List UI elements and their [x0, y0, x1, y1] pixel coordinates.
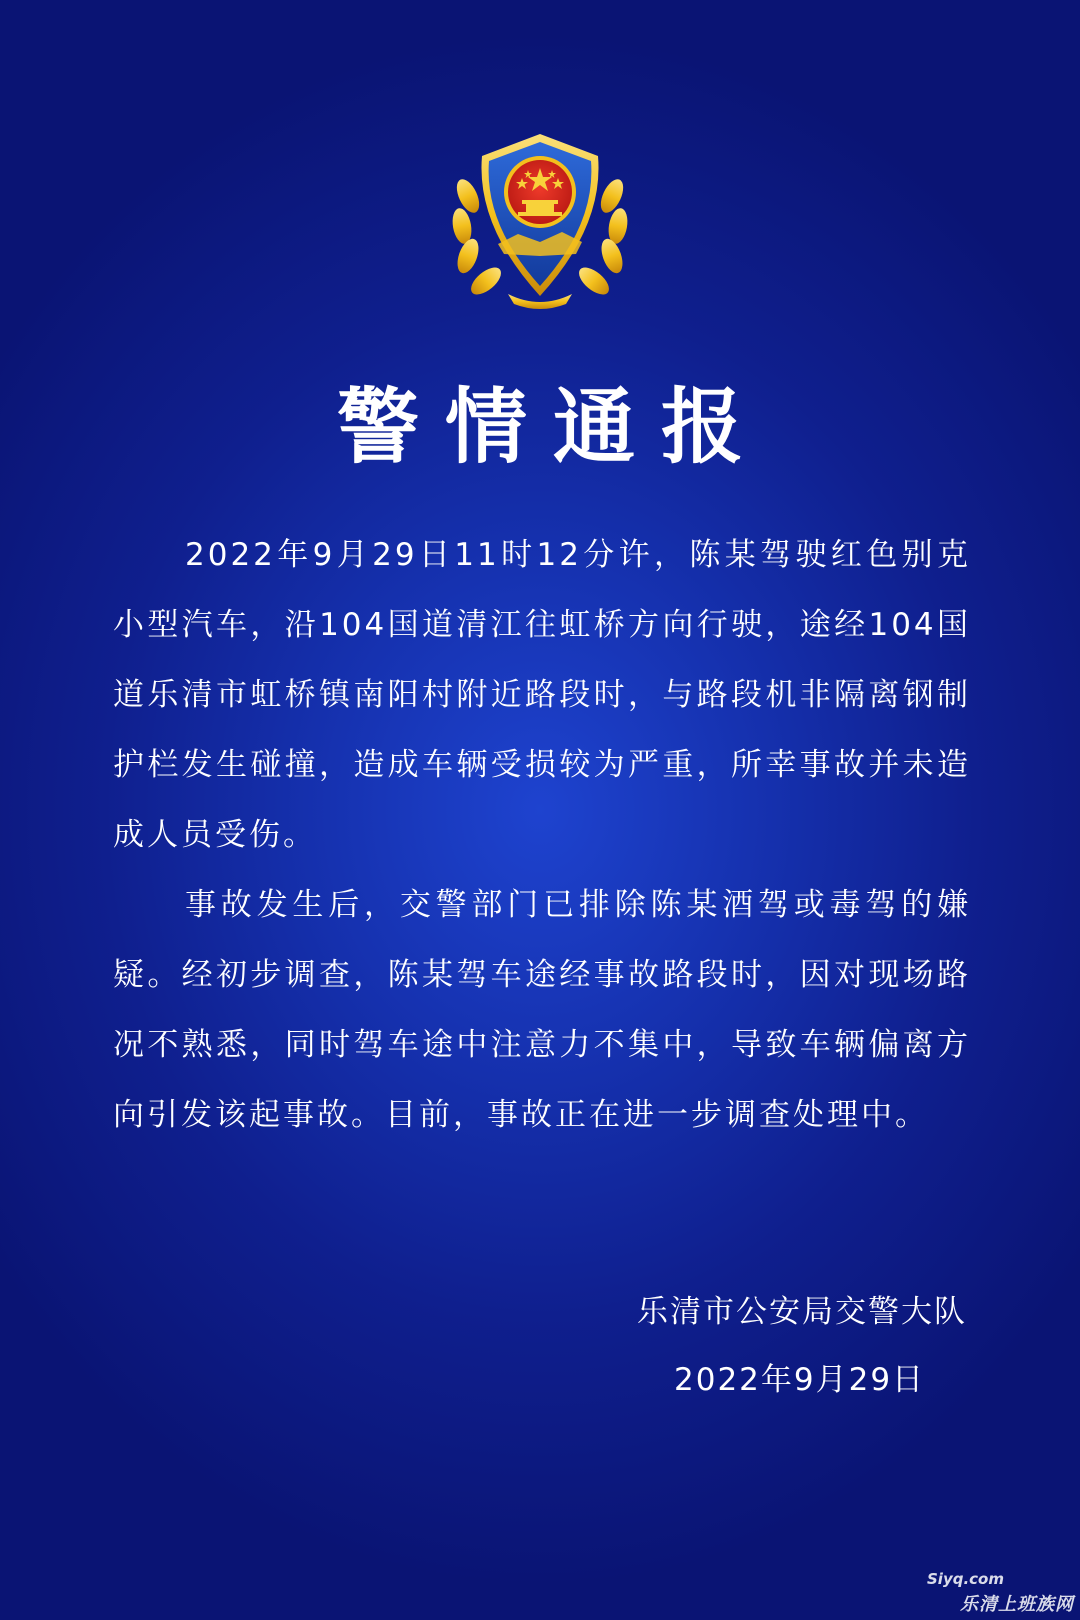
issuer-signature: 乐清市公安局交警大队	[637, 1294, 967, 1330]
notice-paragraph-2: 事故发生后，交警部门已排除陈某酒驾或毒驾的嫌疑。经初步调查，陈某驾车途经事故路段时，因对现场路况不熟悉，同时驾车途中注意力不集中，导致车辆偏离方向引发该起事故。目前，事故正在进一步调查处理中。	[113, 887, 971, 1133]
issue-date: 2022年9月29日	[674, 1362, 926, 1398]
site-watermark	[927, 1570, 1074, 1616]
watermark-site-name: 乐清上班族网	[960, 1594, 1074, 1615]
police-emblem-icon	[448, 126, 632, 310]
page-title: 警情通报	[336, 380, 769, 475]
notice-body	[113, 520, 971, 1150]
notice-paragraph-1: 2022年9月29日11时12分许，陈某驾驶红色别克小型汽车，沿104国道清江往虹桥方向行驶，途经104国道乐清市虹桥镇南阳村附近路段时，与路段机非隔离钢制护栏发生碰撞，造成车辆受损较为严重，所幸事故并未造成人员受伤。	[113, 537, 971, 853]
watermark-logo: Siyq.com	[927, 1570, 1004, 1588]
